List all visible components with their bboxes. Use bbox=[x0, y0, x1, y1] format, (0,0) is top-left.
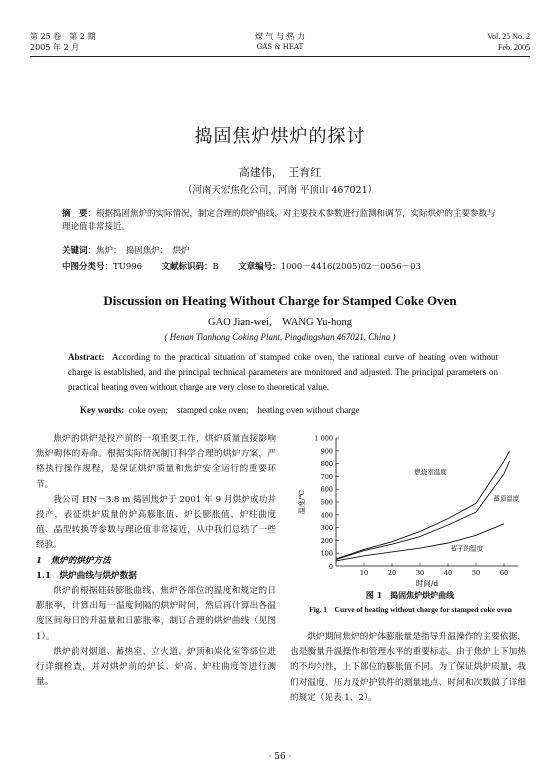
y-tick-label: 800 bbox=[320, 460, 333, 469]
figure-caption-en: Fig. 1 Curve of heating without charge for stamped coke oven bbox=[309, 605, 512, 614]
keywords-cn bbox=[62, 245, 502, 258]
abstract-en-text: According to the practical situation of stamped coke oven, the rational curve of heating oven without charge is established, and the principal technical parameters are monitored and adjusted. The principal parameters on practical heating oven without charge are very close to theoretical value. bbox=[68, 352, 498, 392]
doc-code-value: B bbox=[212, 262, 219, 272]
y-tick-label: 0 bbox=[328, 563, 333, 571]
clc-label: 中图分类号： bbox=[62, 262, 114, 272]
chart-series bbox=[336, 451, 520, 561]
series-label: 燃烧室温度 bbox=[414, 467, 447, 476]
abstract-cn-label: 摘 要： bbox=[62, 209, 97, 219]
issue-date-cn: 2005 年 2 月 bbox=[30, 43, 80, 52]
body-left-column bbox=[36, 432, 276, 690]
affiliation-en: ( Henan Tianhong Coking Plant, Pingdingshan 467021, China ) bbox=[164, 332, 396, 342]
journal-name bbox=[180, 31, 380, 53]
journal-volume-en bbox=[487, 31, 530, 53]
y-tick-labels bbox=[314, 435, 333, 572]
volume-issue-text: 第 25 卷 第 2 期 bbox=[30, 32, 96, 41]
series-line bbox=[336, 524, 504, 561]
authors-en: GAO Jian-wei, WANG Yu-hong bbox=[208, 317, 352, 328]
heating-curve-chart bbox=[290, 430, 530, 590]
y-tick-label: 200 bbox=[320, 536, 333, 545]
keywords-en-text: coke oven; stamped coke oven; heating oven without charge bbox=[128, 405, 360, 415]
section-heading: 1 焦炉的烘炉方法 bbox=[36, 555, 111, 566]
y-tick-label: 600 bbox=[320, 485, 333, 494]
y-tick-label: 300 bbox=[320, 524, 333, 533]
paragraph: 烘炉期间焦炉的炉体膨胀量是指导升温操作的主要依据，也是衡量升温操作和管理水平的重要标志。由于焦炉上下加热的不均匀性，上下部位的膨胀值不同。为了保证烘炉质量，我们对温度、压力及炉护铁件的测量地点、时间和次数做了详细的规定（见表 1、2）。 bbox=[290, 632, 526, 703]
y-axis-label: 温度/℃ bbox=[298, 489, 306, 515]
journal-volume-issue bbox=[30, 31, 95, 53]
volume-en: Vol. 25 No. 2 bbox=[487, 32, 530, 41]
y-tick-label: 100 bbox=[320, 549, 333, 558]
figure-caption-cn: 图 1 捣固焦炉烘炉曲线 bbox=[365, 590, 455, 600]
keywords-cn-label: 关键词： bbox=[62, 246, 97, 256]
paragraph: 烘炉前对烟道、蓄热室、立火道、炉顶和炭化室等部位进行详细检查，并对烘炉前的炉长、炉高、炉柱曲度等进行测量。 bbox=[36, 646, 276, 688]
keywords-en bbox=[80, 403, 510, 416]
paragraph: 我公司 HN－3.8 m 捣固焦炉于 2001 年 9 月烘炉成功并投产，表征烘炉质量的炉高膨胀值、炉长膨胀值、炉柱曲度值、晶型转换等参数与理论值非常接近，从中我们总结了一些经验。 bbox=[36, 494, 276, 551]
affiliation-cn: （河南天宏焦化公司，河南 平顶山 467021） bbox=[182, 185, 378, 196]
body-right-column bbox=[290, 630, 526, 706]
article-no-label: 文章编号： bbox=[238, 262, 281, 272]
journal-name-cn: 煤 气 与 热 力 bbox=[254, 32, 306, 41]
y-tick-label: 1 000 bbox=[314, 434, 333, 443]
x-tick-label: 40 bbox=[443, 569, 453, 577]
x-tick-label: 60 bbox=[499, 569, 509, 577]
classification-line bbox=[62, 261, 522, 274]
title-en: Discussion on Heating Without Charge for Stamped Coke Oven bbox=[103, 293, 457, 308]
x-tick-label: 10 bbox=[359, 569, 369, 577]
series-label: 蓄顶温度 bbox=[493, 494, 520, 503]
series-label: 蓄子的温度 bbox=[450, 544, 484, 553]
abstract-en bbox=[68, 350, 498, 395]
article-no-value: 1000－4416(2005)02－0056－03 bbox=[280, 262, 421, 272]
keywords-en-label: Key words: bbox=[80, 405, 125, 415]
date-en: Feb. 2005 bbox=[498, 43, 530, 52]
clc-value: TU996 bbox=[113, 262, 143, 272]
abstract-cn-text: 根据捣固焦炉的实际情况，制定合理的烘炉曲线，对主要技术参数进行监测和调节，实际烘炉的主要参数与理论值非常接近。 bbox=[62, 209, 496, 232]
x-axis-label: 时间/d bbox=[415, 579, 439, 588]
keywords-cn-text: 焦炉； 捣固焦炉； 烘炉 bbox=[96, 246, 190, 256]
x-tick-label: 20 bbox=[387, 569, 397, 577]
x-tick-label: 50 bbox=[471, 569, 481, 577]
subsection-heading: 1.1 烘炉曲线与烘炉数据 bbox=[36, 570, 137, 581]
y-tick-label: 500 bbox=[320, 498, 333, 507]
abstract-cn bbox=[62, 208, 502, 234]
y-tick-label: 900 bbox=[320, 447, 333, 456]
y-tick-label: 400 bbox=[320, 511, 333, 520]
y-tick-label: 700 bbox=[320, 472, 333, 481]
doc-code-label: 文献标识码： bbox=[161, 262, 213, 272]
x-tick-label: 30 bbox=[415, 569, 425, 577]
header-rule bbox=[30, 56, 530, 57]
journal-name-en: GAS & HEAT bbox=[256, 43, 304, 51]
authors-cn: 高建伟， 王育红 bbox=[238, 166, 322, 179]
abstract-en-label: Abstract: bbox=[68, 352, 105, 362]
page-number: · 56 · bbox=[268, 752, 292, 762]
paragraph: 焦炉的烘炉是投产前的一项重要工作，烘炉质量直接影响焦炉砌体的寿命。根据实际情况制订科学合理的烘炉方案，严格执行操作规程，是保证烘炉质量和焦炉安全运行的重要环节。 bbox=[36, 434, 276, 490]
title-cn: 捣固焦炉烘炉的探讨 bbox=[194, 126, 366, 147]
paragraph: 烘炉前根据硅砖膨胀曲线、焦炉各部位的温度和规定的日膨胀率，计算出每一温度间隔的烘炉时间，然后再计算出各温度区间每日的升温量和日膨胀率，制订合理的烘炉曲线（见图 1）。 bbox=[36, 586, 276, 642]
x-tick-labels bbox=[360, 569, 508, 577]
